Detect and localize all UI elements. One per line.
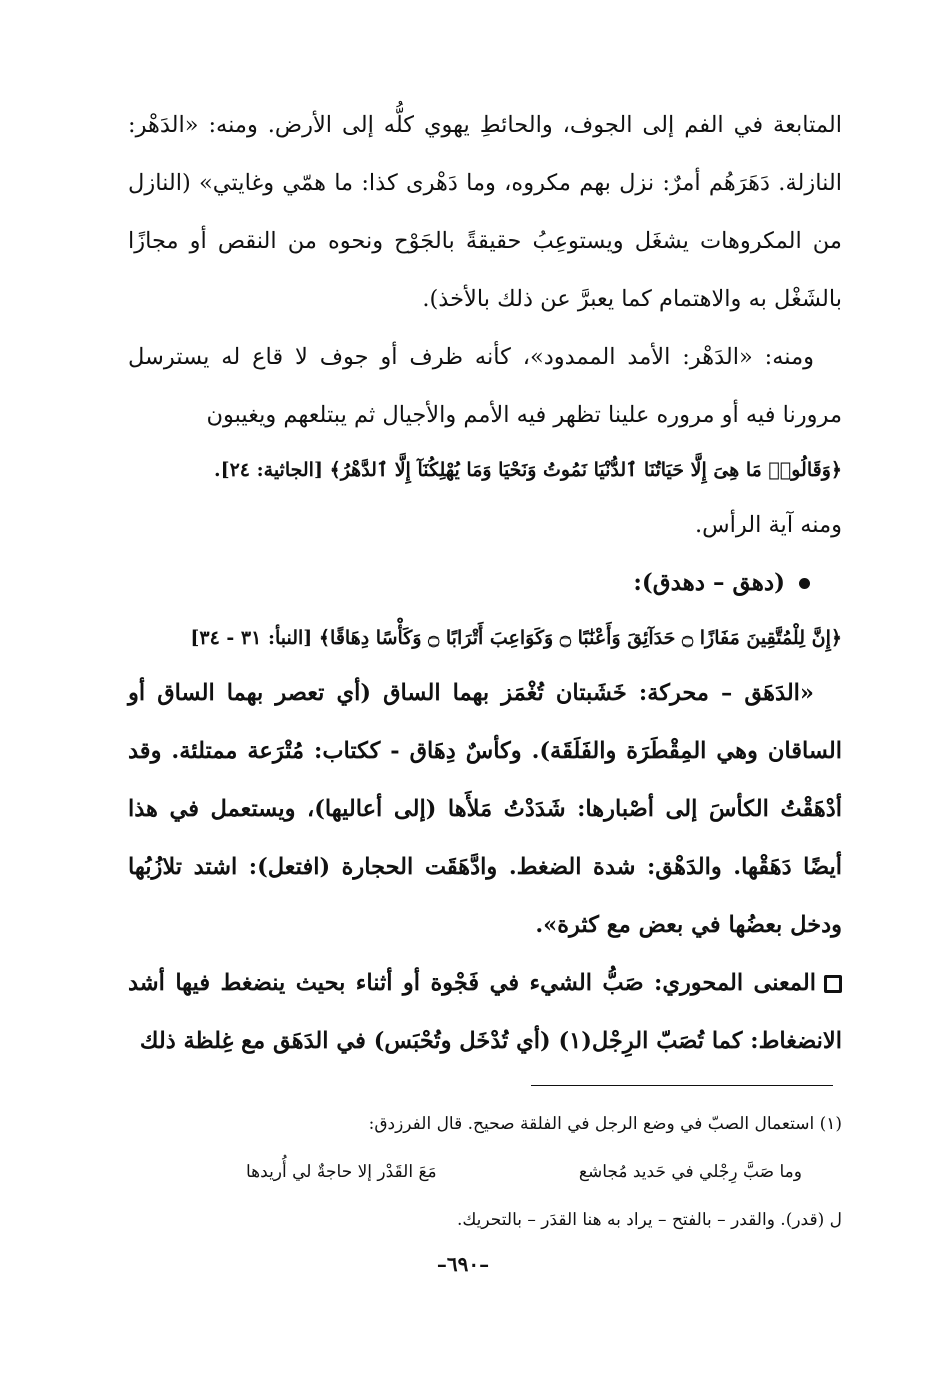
- page-number: –٦٩٠–: [436, 1252, 490, 1276]
- footnote-line-3: ل (قدر). والقدر – بالفتح – يراد به هنا القدَر – بالتحريك.: [456, 1210, 842, 1230]
- quran-verse-1: ﴿وَقَالُوا۟ مَا هِىَ إِلَّا حَيَاتُنَا ٱلدُّنْيَا نَمُوتُ وَنَحْيَا وَمَا يُهْلِكُنَآ إِلَّا ٱلدَّهْرُ﴾ [الجاثية: ٢٤].: [213, 459, 842, 481]
- paragraph-1: المتابعة في الفم إلى الجوف، والحائطِ يهوي كلُّه إلى الأرض. ومنه: «الدَهْر: النازلة. دَهَرَهُم أمرٌ: نزل بهم مكروه، وما دَهْرى كذا: ما همّي وغايتي» (النازل من المكروهات يشغَل ويستوعِبُ حقيقةً بالجَوْح ونحوه من النقص أو مجازًا بالشَغْل به والاهتمام كما يعبرَّ عن ذلك بالأخذ).: [128, 112, 842, 312]
- section-heading-text: (دهق – دهدق):: [633, 569, 785, 596]
- verse-second-hemistich: مَعَ القَدْر إلا حاجةٌ لي أُريدها: [246, 1162, 437, 1182]
- footnote-verse: [128, 1148, 842, 1196]
- bullet-icon: [799, 578, 810, 589]
- footnote-divider: [531, 1085, 833, 1086]
- paragraph-2: ومنه: «الدَهْر: الأمد الممدود»، كأنه ظرف أو جوف لا قاع له يسترسل مرورنا فيه أو مروره علينا تظهر فيه الأمم والأجيال ثم يبتلعهم ويغيبون: [128, 344, 842, 428]
- paragraph-5-text: المعنى المحوري: صَبُّ الشيء في فَجْوة أو أثناء بحيث ينضغط فيها أشد الانضغاط: كما تُصَبّ الرِجْل(١) (أي تُدْخَل وتُحْبَس) في الدَهَق مع غِلظة ذلك: [128, 970, 842, 1054]
- quran-verse-2: ﴿إِنَّ لِلْمُتَّقِينَ مَفَازًا ۝ حَدَآئِقَ وَأَعْنَٰبًا ۝ وَكَوَاعِبَ أَتْرَابًا ۝ وَكَأْسًا دِهَاقًا﴾ [النبأ: ٣١ - ٣٤]: [190, 627, 842, 649]
- main-text: [128, 96, 842, 1070]
- square-marker-icon: [824, 975, 842, 993]
- paragraph-4: «الدَهَق – محركة: خَشَبتان تُغْمَز بهما الساق (أي تعصر بهما الساق أو الساقان وهي المِقْطَرَة والفَلَقَة). وكأسٌ دِهَاق - ككتاب: مُتْرَعة ممتلئة. وقد أدْهَقْتُ الكأسَ إلى أصْبارها: شَدَدْتُ مَلأَها (إلى أعاليها)، ويستعمل في هذا أيضًا دَهَقْها. والدَهْق: شدة الضغط. وادَّهَقَت الحجارة (افتعل): اشتد تلازُبُها ودخل بعضُها في بعض مع كثرة».: [128, 680, 842, 938]
- paragraph-5: [128, 954, 842, 1070]
- footnote-line-1: (١) استعمال الصبّ في وضع الرجل في الفلقة صحيح. قال الفرزدق:: [368, 1114, 842, 1134]
- footnotes: [128, 1100, 842, 1244]
- verse-first-hemistich: وما صَبَّ رِجْلي في حَديد مُجاشع: [578, 1162, 802, 1182]
- paragraph-3: ومنه آية الرأس.: [694, 512, 842, 538]
- section-heading: [128, 554, 810, 612]
